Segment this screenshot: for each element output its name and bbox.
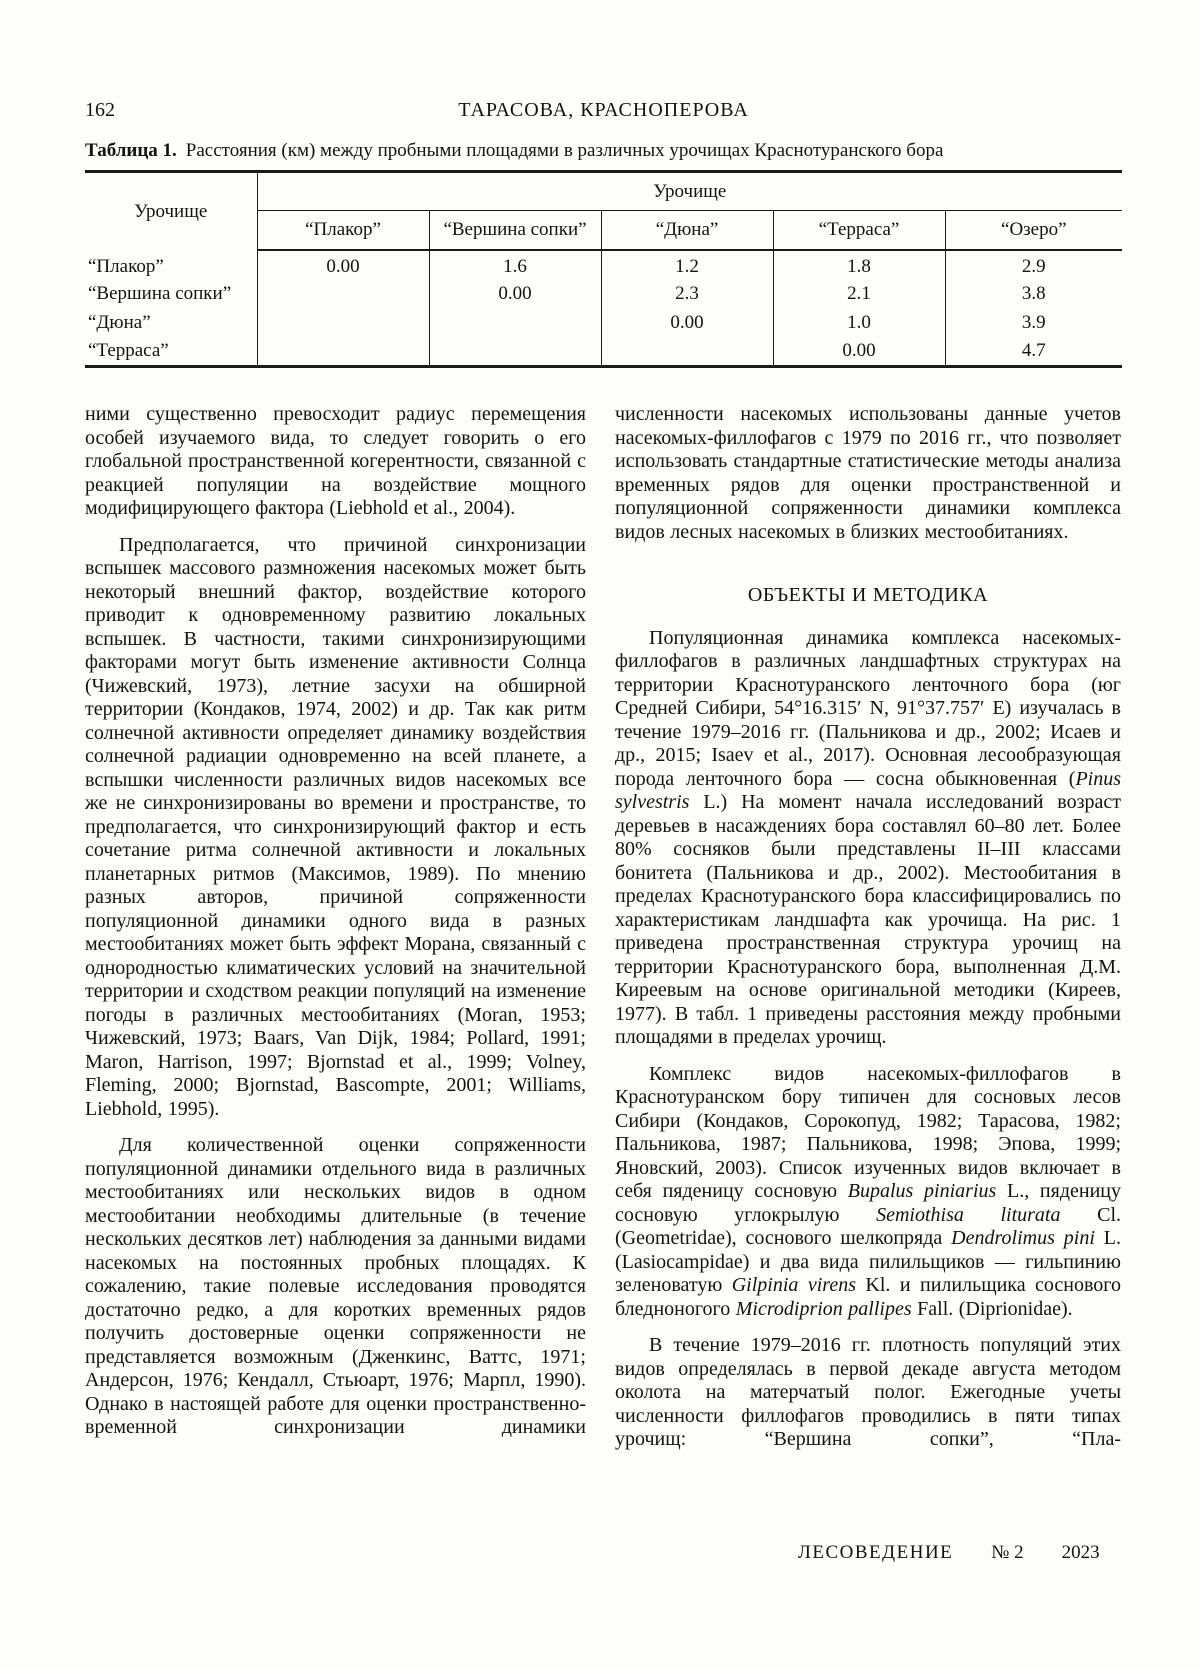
text-run: L., пяденицу сосновую углокрылую <box>615 1180 1121 1226</box>
table-cell: 2.3 <box>601 279 773 308</box>
table-cell <box>429 308 601 337</box>
table-cell: 4.7 <box>945 337 1122 366</box>
row-label: “Вершина сопки” <box>88 282 232 304</box>
row-label: “Дюна” <box>88 311 151 333</box>
distance-table <box>85 170 1122 368</box>
text-run: В течение 1979–2016 гг. плотность популяций этих видов определялась в первой декаде августа методом околота на матерчатый полог. Ежегодные учеты численности филлофагов проводились в пяти типах урочищ: “Вершина сопки”, “Пла- <box>615 1334 1121 1450</box>
row-header-title: Урочище <box>85 172 257 251</box>
latin-species-name: Microdiprion pallipes <box>735 1297 912 1320</box>
table-caption-text: Расстояния (км) между пробными площадями в различных урочищах Краснотуранского бора <box>185 140 944 161</box>
column-header: “Дюна” <box>601 211 773 251</box>
table-caption-label: Таблица 1. <box>85 140 177 161</box>
latin-species-name: Dendrolimus pini <box>951 1227 1095 1249</box>
table-cell <box>601 337 773 366</box>
latin-species-name: Pinus sylvestris <box>615 767 1121 813</box>
paragraph <box>615 1334 1121 1452</box>
paragraph <box>85 1134 586 1440</box>
text-run: L.) На момент начала исследований возраст деревьев в насаждениях бора составлял 60–80 лет. Более 80% сосняков были представлены II–III классами бонитета (Пальникова и др., 2002). Местообитания в пределах Краснотуранского бора классифицировались по характеристикам ландшафта как урочища. На рис. 1 приведена пространственная структура урочищ на территории Краснотуранского бора, выполненная Д.М. Киреевым на основе оригинальной методики (Киреев, 1977). В табл. 1 приведены расстояния между пробными площадями в пределах урочищ. <box>615 791 1121 1048</box>
journal-name: ЛЕСОВЕДЕНИЕ <box>798 1542 954 1563</box>
paragraph <box>615 627 1121 1050</box>
text-run: Предполагается, что причиной синхронизации вспышек массового размножения насекомых может быть некоторый внешний фактор, воздействие которого приводит к одновременному развитию локальных вспышек. В частности, такими синхронизирующими факторами могут быть изменение активности Солнца (Чижевский, 1973), летние засухи на обширной территории (Кондаков, 1974, 2002) и др. Так как ритм солнечной активности определяет динамику воздействия солнечной радиации одновременно на всей планете, а вспышки численности различных видов насекомых все же не синхронизированы во времени и пространстве, то предполагается, что синхронизирующий фактор и есть сочетание ритма солнечной активности и локальных планетарных ритмов (Максимов, 1989). По мнению разных авторов, причиной сопряженности популяционной динамики одного вида в разных местообитаниях может быть эффект Морана, связанный с однородностью климатических условий на значительной территории и сходством реакции популяций на изменение погоды в различных местообитаниях (Moran, 1953; Чижевский, 1973; Baars, Van Dijk, 1984; Pollard, 1991; Maron, Harrison, 1997; Bjornstad et al., 1999; Volney, Fleming, 2000; Bjornstad, Bascompte, 2001; Williams, Liebhold, 1995). <box>85 533 586 1120</box>
table-cell: 3.8 <box>945 279 1122 308</box>
text-run: ними существенно превосходит радиус перемещения особей изучаемого вида, то следует говорить о его глобальной пространственной когерентности, связанной с реакцией популяции на воздействие мощного модифицирующего фактора (Liebhold et al., 2004). <box>85 403 586 519</box>
table-cell: 2.9 <box>945 250 1122 279</box>
table-cell: 0.00 <box>429 279 601 308</box>
text-run: Для количественной оценки сопряженности популяционной динамики отдельного вида в различных местообитаниях или нескольких видов в одном местообитании необходимы длительные (в течение нескольких десятков лет) наблюдения за данными видами насекомых на постоянных пробных площадях. К сожалению, такие полевые исследования проводятся достаточно редко, а для коротких временных рядов получить достоверные оценки сопряженности не представляется возможным (Дженкинс, Ваттс, 1971; Андерсон, 1976; Кендалл, Стьюарт, 1976; Марпл, 1990). Однако в настоящей работе для оценки пространственно-временной синхронизации динамики <box>85 1134 586 1438</box>
table-body <box>85 250 1122 366</box>
journal-footer <box>798 1542 1100 1564</box>
column-group-title: Урочище <box>257 172 1122 211</box>
table-cell: 0.00 <box>601 308 773 337</box>
table-cell <box>429 337 601 366</box>
table-cell: 1.2 <box>601 250 773 279</box>
row-label: “Терраса” <box>88 339 169 361</box>
text-run: Популяционная динамика комплекса насекомых-филлофагов в различных ландшафтных структурах на территории Краснотуранского ленточного бора (юг Средней Сибири, 54°16.315′ N, 91°37.757′ E) изучалась в течение 1979–2016 гг. (Пальникова и др., 2002; Исаев и др., 2015; Isaev et al., 2017). Основная лесообразующая порода ленточного бора — сосна обыкновенная ( <box>615 626 1121 790</box>
table-cell: 0.00 <box>257 250 429 279</box>
table-row <box>85 308 1122 337</box>
left-column <box>85 403 586 1440</box>
table-cell <box>257 279 429 308</box>
table-cell: 0.00 <box>773 337 945 366</box>
paragraph <box>85 403 586 521</box>
journal-issue: № 2 <box>991 1542 1024 1563</box>
table-cell <box>257 308 429 337</box>
table-header <box>85 172 1122 251</box>
section-heading: ОБЪЕКТЫ И МЕТОДИКА <box>747 584 989 606</box>
text-run: Комплекс видов насекомых-филлофагов в Краснотуранском бору типичен для сосновых лесов Сибири (Кондаков, Сорокопуд, 1982; Тарасова, 1982; Пальникова, 1987; Пальникова, 1998; Эпова, 1999; Яновский, 2003). Список изученных видов включает в себя пяденицу сосновую <box>615 1062 1121 1202</box>
table-caption <box>85 140 1130 162</box>
running-head: ТАРАСОВА, КРАСНОПЕРОВА <box>458 99 749 121</box>
row-label: “Плакор” <box>88 255 164 277</box>
table-cell: 2.1 <box>773 279 945 308</box>
table-cell: 1.6 <box>429 250 601 279</box>
column-header: “Терраса” <box>773 211 945 251</box>
column-header: “Вершина сопки” <box>429 211 601 251</box>
table-row <box>85 250 1122 279</box>
text-run: Fall. (Diprionidae). <box>911 1297 1073 1320</box>
text-run: численности насекомых использованы данные учетов насекомых-филлофагов с 1979 по 2016 гг., что позволяет использовать стандартные статистические методы анализа временных рядов для оценки пространственной и популяционной сопряженности динамики комплекса видов лесных насекомых в близких местообитаниях. <box>615 403 1121 543</box>
text-run: Cl. (Geometridae), соснового шелкопряда <box>615 1203 1121 1249</box>
table-row <box>85 337 1122 366</box>
latin-species-name: Bupalus piniarius <box>847 1180 997 1202</box>
text-run: L. (Lasiocampidae) и два вида пилильщиков — гильпинию зеленоватую <box>615 1227 1122 1296</box>
column-header: “Плакор” <box>257 211 429 251</box>
table-row <box>85 279 1122 308</box>
text-run: Kl. и пилильщика соснового бледноногого <box>615 1274 1121 1320</box>
latin-species-name: Semiothisa liturata <box>876 1203 1061 1226</box>
page-number: 162 <box>85 99 115 121</box>
table-cell: 3.9 <box>945 308 1122 337</box>
table-cell: 1.0 <box>773 308 945 337</box>
table-group-header-row <box>85 172 1122 211</box>
table-cell <box>257 337 429 366</box>
latin-species-name: Gilpinia virens <box>731 1274 856 1296</box>
column-header: “Озеро” <box>945 211 1122 251</box>
table-cell: 1.8 <box>773 250 945 279</box>
journal-year: 2023 <box>1061 1542 1100 1563</box>
paragraph <box>85 534 586 1122</box>
right-column <box>615 403 1121 1452</box>
paragraph <box>615 1063 1121 1322</box>
paragraph <box>615 403 1121 544</box>
